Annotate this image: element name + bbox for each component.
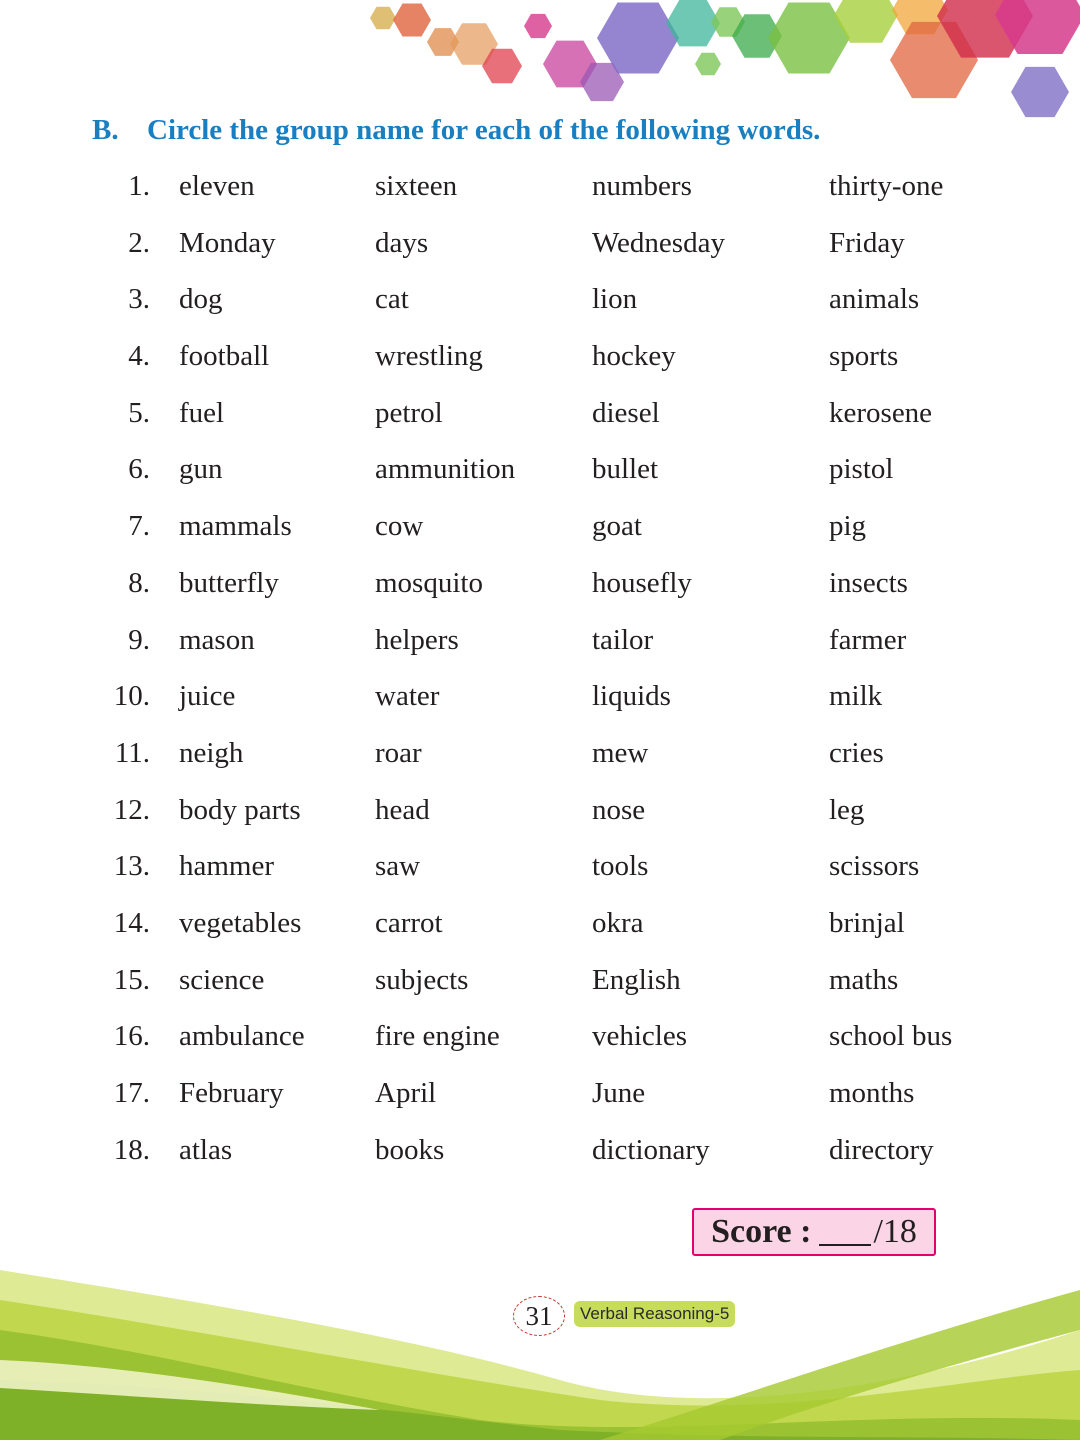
word-row <box>0 1069 1080 1126</box>
word-option[interactable]: tailor <box>592 623 654 656</box>
word-option[interactable]: kerosene <box>829 396 933 429</box>
word-option[interactable]: books <box>375 1133 445 1166</box>
hexagon-shape <box>597 3 679 74</box>
word-option[interactable]: head <box>375 793 430 826</box>
word-row <box>0 616 1080 673</box>
word-option[interactable]: dictionary <box>592 1133 710 1166</box>
word-row <box>0 672 1080 729</box>
row-number: 16. <box>113 1020 150 1053</box>
row-number: 2. <box>128 226 150 259</box>
word-option[interactable]: leg <box>829 793 865 826</box>
word-row <box>0 729 1080 786</box>
word-option[interactable]: bullet <box>592 453 659 486</box>
word-option[interactable]: butterfly <box>179 566 279 599</box>
word-row <box>0 786 1080 843</box>
word-option[interactable]: neigh <box>179 736 244 769</box>
word-option[interactable]: cow <box>375 510 424 543</box>
word-option[interactable]: helpers <box>375 623 459 656</box>
score-total: /18 <box>873 1213 917 1250</box>
row-number: 14. <box>113 906 150 939</box>
word-option[interactable]: hockey <box>592 340 676 373</box>
word-option[interactable]: February <box>179 1077 284 1109</box>
row-number: 8. <box>128 566 150 599</box>
word-option[interactable]: housefly <box>592 566 692 599</box>
score-box <box>692 1208 936 1256</box>
word-option[interactable]: animals <box>829 283 920 316</box>
word-option[interactable]: ammunition <box>375 453 516 486</box>
word-option[interactable]: hammer <box>179 850 275 883</box>
row-number: 1. <box>128 170 150 202</box>
word-option[interactable]: sixteen <box>375 170 458 202</box>
hexagon-shape <box>1011 67 1069 117</box>
hexagon-decoration <box>0 0 1080 125</box>
word-option[interactable]: science <box>179 963 265 996</box>
word-option[interactable]: atlas <box>179 1133 233 1166</box>
exercise-letter: B. <box>92 114 119 146</box>
word-option[interactable]: days <box>375 226 429 259</box>
word-row <box>0 445 1080 502</box>
word-row <box>0 162 1080 219</box>
word-option[interactable]: mew <box>592 736 649 769</box>
row-number: 7. <box>128 510 150 543</box>
word-option[interactable]: Monday <box>179 226 276 259</box>
row-number: 11. <box>114 736 150 769</box>
word-option[interactable]: maths <box>829 963 899 996</box>
word-option[interactable]: June <box>592 1077 646 1109</box>
score-label: Score : <box>711 1213 812 1250</box>
word-option[interactable]: Friday <box>829 226 905 259</box>
hexagon-shape <box>393 4 431 37</box>
page-number: 31 <box>513 1296 565 1336</box>
word-option[interactable]: brinjal <box>829 906 905 939</box>
exercise-instruction: Circle the group name for each of the following words. <box>147 114 821 146</box>
word-option[interactable]: Wednesday <box>592 226 725 259</box>
hexagon-shape <box>370 7 396 30</box>
word-option[interactable]: ambulance <box>179 1020 305 1053</box>
word-option[interactable]: mammals <box>179 510 292 543</box>
row-number: 5. <box>128 396 150 429</box>
word-option[interactable]: petrol <box>375 396 443 429</box>
row-number: 3. <box>128 283 150 316</box>
word-option[interactable]: body parts <box>179 793 301 826</box>
word-row <box>0 899 1080 956</box>
word-option[interactable]: vehicles <box>592 1020 688 1053</box>
row-number: 13. <box>113 850 150 883</box>
word-option[interactable]: saw <box>375 850 421 883</box>
word-option[interactable]: thirty-one <box>829 170 944 202</box>
row-number: 17. <box>113 1077 150 1109</box>
word-option[interactable]: juice <box>179 680 236 713</box>
word-option[interactable]: carrot <box>375 906 443 939</box>
word-row <box>0 502 1080 559</box>
word-row <box>0 275 1080 332</box>
row-number: 6. <box>128 453 150 486</box>
word-option[interactable]: cries <box>829 736 884 769</box>
word-option[interactable]: milk <box>829 680 883 713</box>
word-option[interactable]: school bus <box>829 1020 953 1053</box>
word-option[interactable]: gun <box>179 453 223 486</box>
row-number: 4. <box>128 340 150 373</box>
word-option[interactable]: diesel <box>592 396 660 429</box>
word-option[interactable]: months <box>829 1077 915 1109</box>
word-option[interactable]: liquids <box>592 680 671 713</box>
word-row <box>0 842 1080 899</box>
word-option[interactable]: roar <box>375 736 422 769</box>
word-option[interactable]: pistol <box>829 453 894 486</box>
word-option[interactable]: football <box>179 340 270 373</box>
word-option[interactable]: goat <box>592 510 642 543</box>
word-option[interactable]: okra <box>592 906 644 939</box>
word-option[interactable]: vegetables <box>179 906 302 939</box>
word-option[interactable]: scissors <box>829 850 920 883</box>
word-row <box>0 219 1080 276</box>
word-row <box>0 1126 1080 1183</box>
word-row <box>0 1012 1080 1069</box>
word-option[interactable]: fuel <box>179 396 225 429</box>
book-title-tag: Verbal Reasoning-5 <box>574 1301 735 1327</box>
word-row <box>0 389 1080 446</box>
row-number: 15. <box>113 963 150 996</box>
score-blank[interactable] <box>819 1218 871 1246</box>
word-option[interactable]: farmer <box>829 623 907 656</box>
word-option[interactable]: water <box>375 680 440 713</box>
word-option[interactable]: insects <box>829 566 908 599</box>
row-number: 9. <box>128 623 150 656</box>
word-option[interactable]: English <box>592 963 681 996</box>
word-row <box>0 956 1080 1013</box>
word-option[interactable]: lion <box>592 283 638 316</box>
hexagon-shape <box>695 53 721 76</box>
word-option[interactable]: fire engine <box>375 1020 500 1053</box>
word-option[interactable]: cat <box>375 283 409 316</box>
word-option[interactable]: subjects <box>375 963 469 996</box>
word-option[interactable]: dog <box>179 283 223 316</box>
word-option[interactable]: mason <box>179 623 255 656</box>
word-row <box>0 559 1080 616</box>
word-option[interactable]: mosquito <box>375 566 483 599</box>
word-option[interactable]: wrestling <box>375 340 483 373</box>
word-option[interactable]: numbers <box>592 170 692 202</box>
word-option[interactable]: sports <box>829 340 899 373</box>
word-option[interactable]: nose <box>592 793 646 826</box>
hexagon-shape <box>524 14 552 38</box>
word-list <box>0 162 1080 1182</box>
word-option[interactable]: eleven <box>179 170 255 202</box>
row-number: 10. <box>113 680 150 713</box>
word-option[interactable]: pig <box>829 510 867 543</box>
row-number: 12. <box>113 793 150 826</box>
exercise-heading <box>92 114 820 147</box>
word-option[interactable]: directory <box>829 1133 934 1166</box>
word-option[interactable]: April <box>375 1077 437 1109</box>
word-option[interactable]: tools <box>592 850 649 883</box>
word-row <box>0 332 1080 389</box>
row-number: 18. <box>113 1133 150 1166</box>
